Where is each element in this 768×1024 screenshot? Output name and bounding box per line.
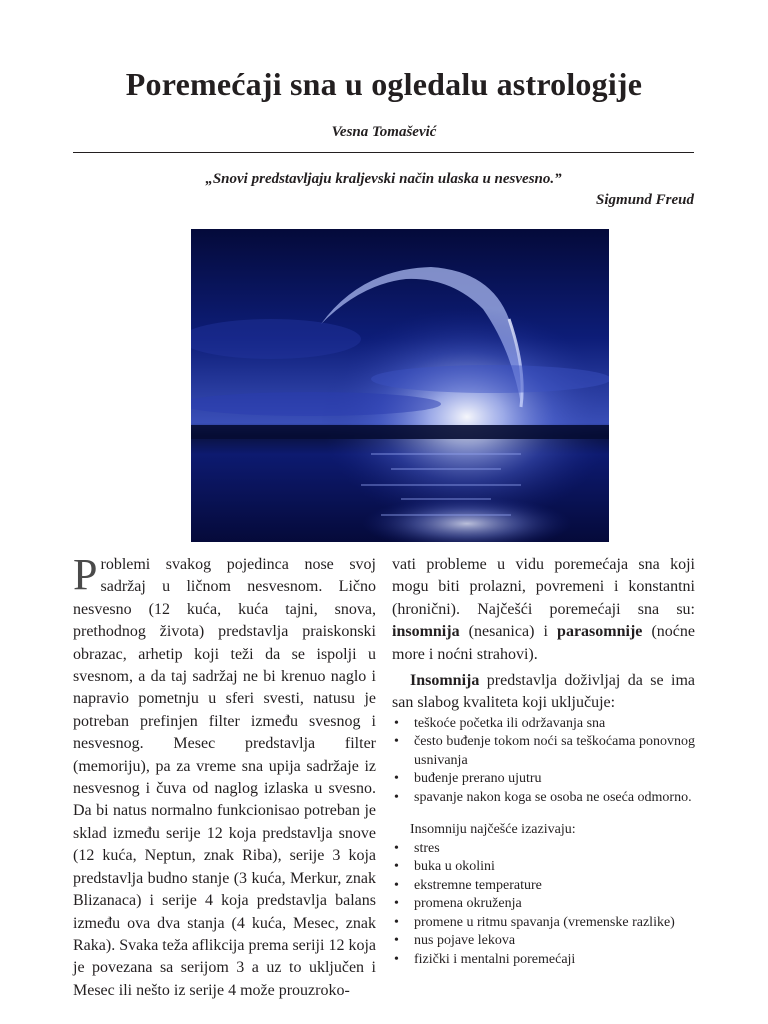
right-column bbox=[392, 554, 695, 969]
intro-paragraph bbox=[73, 550, 376, 1002]
list-item: • promena okruženja bbox=[392, 895, 695, 914]
list-item: • stres bbox=[392, 840, 695, 859]
article-author: Vesna Tomašević bbox=[331, 124, 437, 140]
list-item: • buđenje prerano ujutru bbox=[392, 770, 695, 789]
epigraph-author: Sigmund Freud bbox=[596, 192, 694, 208]
term-parasomnije: parasomnije bbox=[557, 623, 643, 641]
symptoms-list bbox=[392, 715, 695, 808]
list-item: • fizički i mentalni poremećaji bbox=[392, 951, 695, 970]
article-title: Poremećaji sna u ogledalu astrologije bbox=[125, 66, 643, 102]
list-item: • buka u okolini bbox=[392, 858, 695, 877]
causes-list bbox=[392, 840, 695, 970]
list-item: • promene u ritmu spavanja (vremenske razlike) bbox=[392, 914, 695, 933]
list-item: • spavanje nakon koga se osoba ne oseća odmorno. bbox=[392, 789, 695, 808]
continuation-paragraph: vati probleme u vidu poremećaja sna koji mogu biti prolazni, povremeni i konstantni (hronični). Najčešći poremećaji sna su: insomnija (nesanica) i parasomnije (noćne more i noćni strahovi). bbox=[392, 556, 695, 663]
intro-text: roblemi svakog pojedinca nose svoj sadržaj u ličnom nesvesnom. Lično nesvesno (12 kuća, kuća tajni, snova, prethodnog života) predstavlja praiskonski obrazac, arhetip koji teži da se ispolji u svesnom, a da taj sadržaj ne bi krenuo naglo i napravio pometnju u sferi svesti, natusu je potreban prefinjen filter između svesnog i nesvesnog. Mesec predstavlja filter (memoriju), pa za vreme sna upija sadržaje iz nesvesnog i čuva od naglog izlaska u svesno. Da bi natus normalno funkcionisao potreban je sklad između serije 12 koja predstavlja snove (12 kuća, Neptun, znak Riba), serije 3 koja predstavlja budno stanje (3 kuća, Merkur, znak Blizanaca) i serije 4 koja predstavlja balans između ova dva stanja (4 kuća, Mesec, znak Raka). Svaka teža aflikcija prema seriji 12 koja je povezana sa serijom 3 a uz to uključen i Mesec ili nešto iz serije 4 može prouzroko- bbox=[73, 556, 376, 999]
insomnia-definition: Insomnija predstavlja doživljaj da se ima san slabog kvaliteta koji uključuje: bbox=[392, 672, 695, 712]
title-divider bbox=[73, 152, 694, 153]
list-item: • teškoće početka ili održavanja sna bbox=[392, 715, 695, 734]
moon-over-sea-image bbox=[191, 229, 609, 542]
term-insomnija: insomnija bbox=[392, 623, 460, 641]
left-column bbox=[73, 550, 376, 1002]
list-item: • nus pojave lekova bbox=[392, 932, 695, 951]
causes-heading: Insomniju najčešće izazivaju: bbox=[410, 822, 576, 838]
list-item: • ekstremne temperature bbox=[392, 877, 695, 896]
list-item: • često buđenje tokom noći sa teškoćama ponovnog usnivanja bbox=[392, 733, 695, 770]
epigraph-quote: „Snovi predstavljaju kraljevski način ulaska u nesvesno.” bbox=[205, 171, 562, 187]
drop-cap: P bbox=[73, 550, 98, 599]
